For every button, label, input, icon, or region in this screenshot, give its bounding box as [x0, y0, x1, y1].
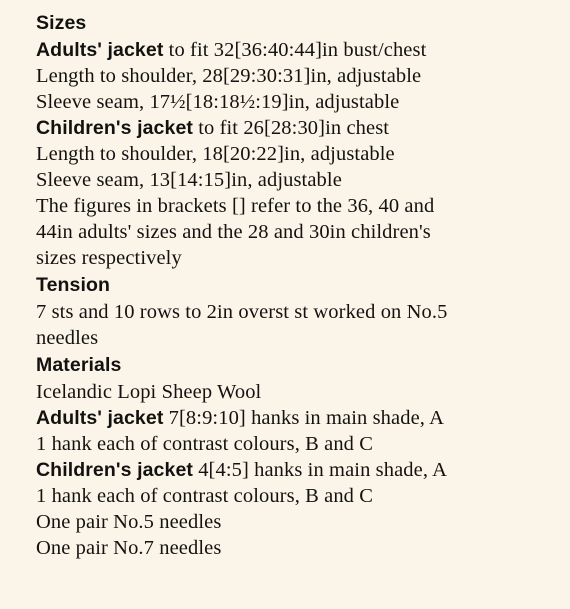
- adults-jacket-label: Adults' jacket: [36, 39, 164, 61]
- materials-children-label: Children's jacket: [36, 459, 193, 481]
- tension-heading: Tension: [36, 274, 111, 296]
- adults-fit-line: [36, 37, 426, 63]
- adults-sleeve-line: Sleeve seam, 17½[18:18½:19]in, adjustable: [36, 91, 400, 113]
- children-jacket-label: Children's jacket: [36, 117, 193, 139]
- children-fit-text: to fit 26[28:30]in chest: [192, 117, 390, 139]
- sizes-note-line-3: sizes respectively: [36, 247, 182, 269]
- tension-line-2: needles: [36, 327, 99, 349]
- children-length-line: Length to shoulder, 18[20:22]in, adjustable: [36, 143, 395, 165]
- materials-adults-label: Adults' jacket: [36, 407, 164, 429]
- adults-hanks-line: [36, 405, 444, 431]
- adults-fit-text: to fit 32[36:40:44]in bust/chest: [163, 39, 427, 61]
- tension-line-1: 7 sts and 10 rows to 2in overst st worked on No.5: [36, 301, 448, 323]
- materials-wool-line: Icelandic Lopi Sheep Wool: [36, 381, 262, 403]
- sizes-note-line-2: 44in adults' sizes and the 28 and 30in children's: [36, 221, 431, 243]
- children-sleeve-line: Sleeve seam, 13[14:15]in, adjustable: [36, 169, 342, 191]
- children-hanks-text: 4[4:5] hanks in main shade, A: [192, 459, 448, 481]
- adults-length-line: Length to shoulder, 28[29:30:31]in, adjustable: [36, 65, 422, 87]
- children-fit-line: [36, 115, 389, 141]
- sizes-note-line-1: The figures in brackets [] refer to the 36, 40 and: [36, 195, 435, 217]
- adults-hanks-text: 7[8:9:10] hanks in main shade, A: [163, 407, 445, 429]
- adults-contrast-line: 1 hank each of contrast colours, B and C: [36, 433, 374, 455]
- materials-heading: Materials: [36, 354, 122, 376]
- needles-line-2: One pair No.7 needles: [36, 537, 222, 559]
- children-contrast-line: 1 hank each of contrast colours, B and C: [36, 485, 374, 507]
- needles-line-1: One pair No.5 needles: [36, 511, 222, 533]
- children-hanks-line: [36, 457, 447, 483]
- sizes-heading: Sizes: [36, 12, 87, 34]
